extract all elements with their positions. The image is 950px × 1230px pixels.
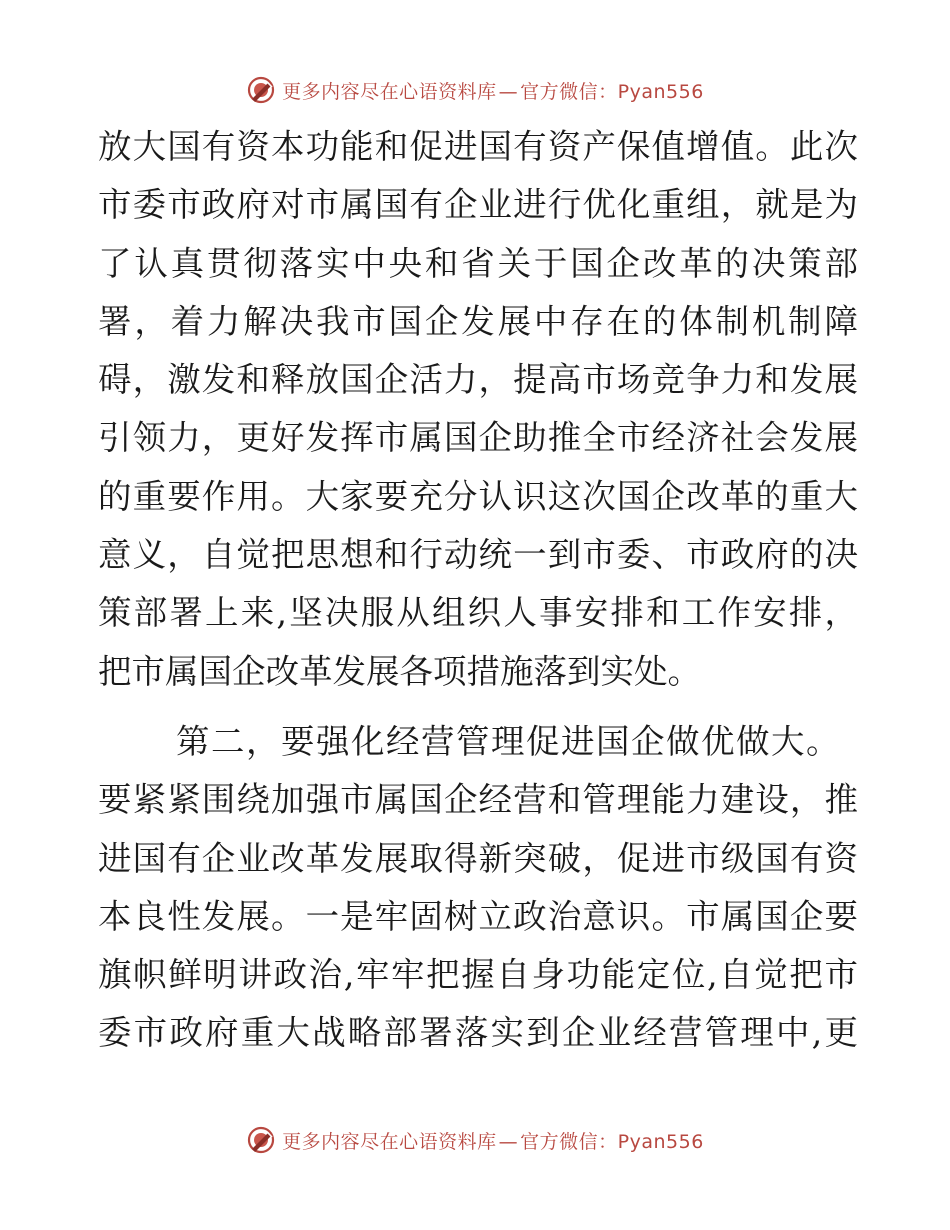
watermark-separator: —: [498, 1130, 519, 1153]
watermark-text: [282, 1127, 704, 1154]
text-line: 策部署上来,坚决服从组织人事安排和工作安排，: [98, 593, 858, 633]
text-line: 进国有企业改革发展取得新突破，促进市级国有资: [98, 838, 858, 878]
paragraph-gap: [98, 701, 858, 713]
text-line: 放大国有资本功能和促进国有资产保值增值。此次: [98, 127, 858, 166]
paragraph-2: [98, 713, 858, 1063]
text-line: 了认真贯彻落实中央和省关于国企改革的决策部: [98, 243, 858, 283]
watermark-wechat: 官方微信：Pyan556: [520, 80, 704, 103]
section-heading-line: 第二，要强化经营管理促进国企做优做大。: [176, 721, 841, 761]
seal-pen-icon: [246, 1125, 276, 1155]
footer-watermark: [0, 1120, 950, 1160]
text-line: 委市政府重大战略部署落实到企业经营管理中,更: [98, 1013, 858, 1053]
watermark-separator: —: [498, 80, 519, 103]
text-line: 要紧紧围绕加强市属国企经营和管理能力建设，推: [98, 780, 858, 820]
document-body: [98, 118, 858, 1063]
text-line: 旗帜鲜明讲政治,牢牢把握自身功能定位,自觉把市: [98, 955, 858, 995]
watermark-main: 更多内容尽在心语资料库: [282, 1130, 497, 1153]
watermark-wechat: 官方微信：Pyan556: [520, 1130, 704, 1153]
text-line: 把市属国企改革发展各项措施落到实处。: [98, 651, 701, 691]
text-line: 引领力，更好发挥市属国企助推全市经济社会发展: [98, 418, 858, 458]
watermark-text: [282, 77, 704, 104]
text-line: 署，着力解决我市国企发展中存在的体制机制障: [98, 301, 858, 341]
text-line: 意义，自觉把思想和行动统一到市委、市政府的决: [98, 535, 858, 575]
watermark-main: 更多内容尽在心语资料库: [282, 80, 497, 103]
seal-pen-icon: [246, 75, 276, 105]
paragraph-1: [98, 118, 858, 701]
text-line: 碍，激发和释放国企活力，提高市场竞争力和发展: [98, 360, 858, 400]
text-line: 本良性发展。一是牢固树立政治意识。市属国企要: [98, 896, 858, 936]
text-line: 的重要作用。大家要充分认识这次国企改革的重大: [98, 476, 858, 516]
header-watermark: [0, 70, 950, 110]
text-line: 市委市政府对市属国有企业进行优化重组，就是为: [98, 185, 858, 225]
